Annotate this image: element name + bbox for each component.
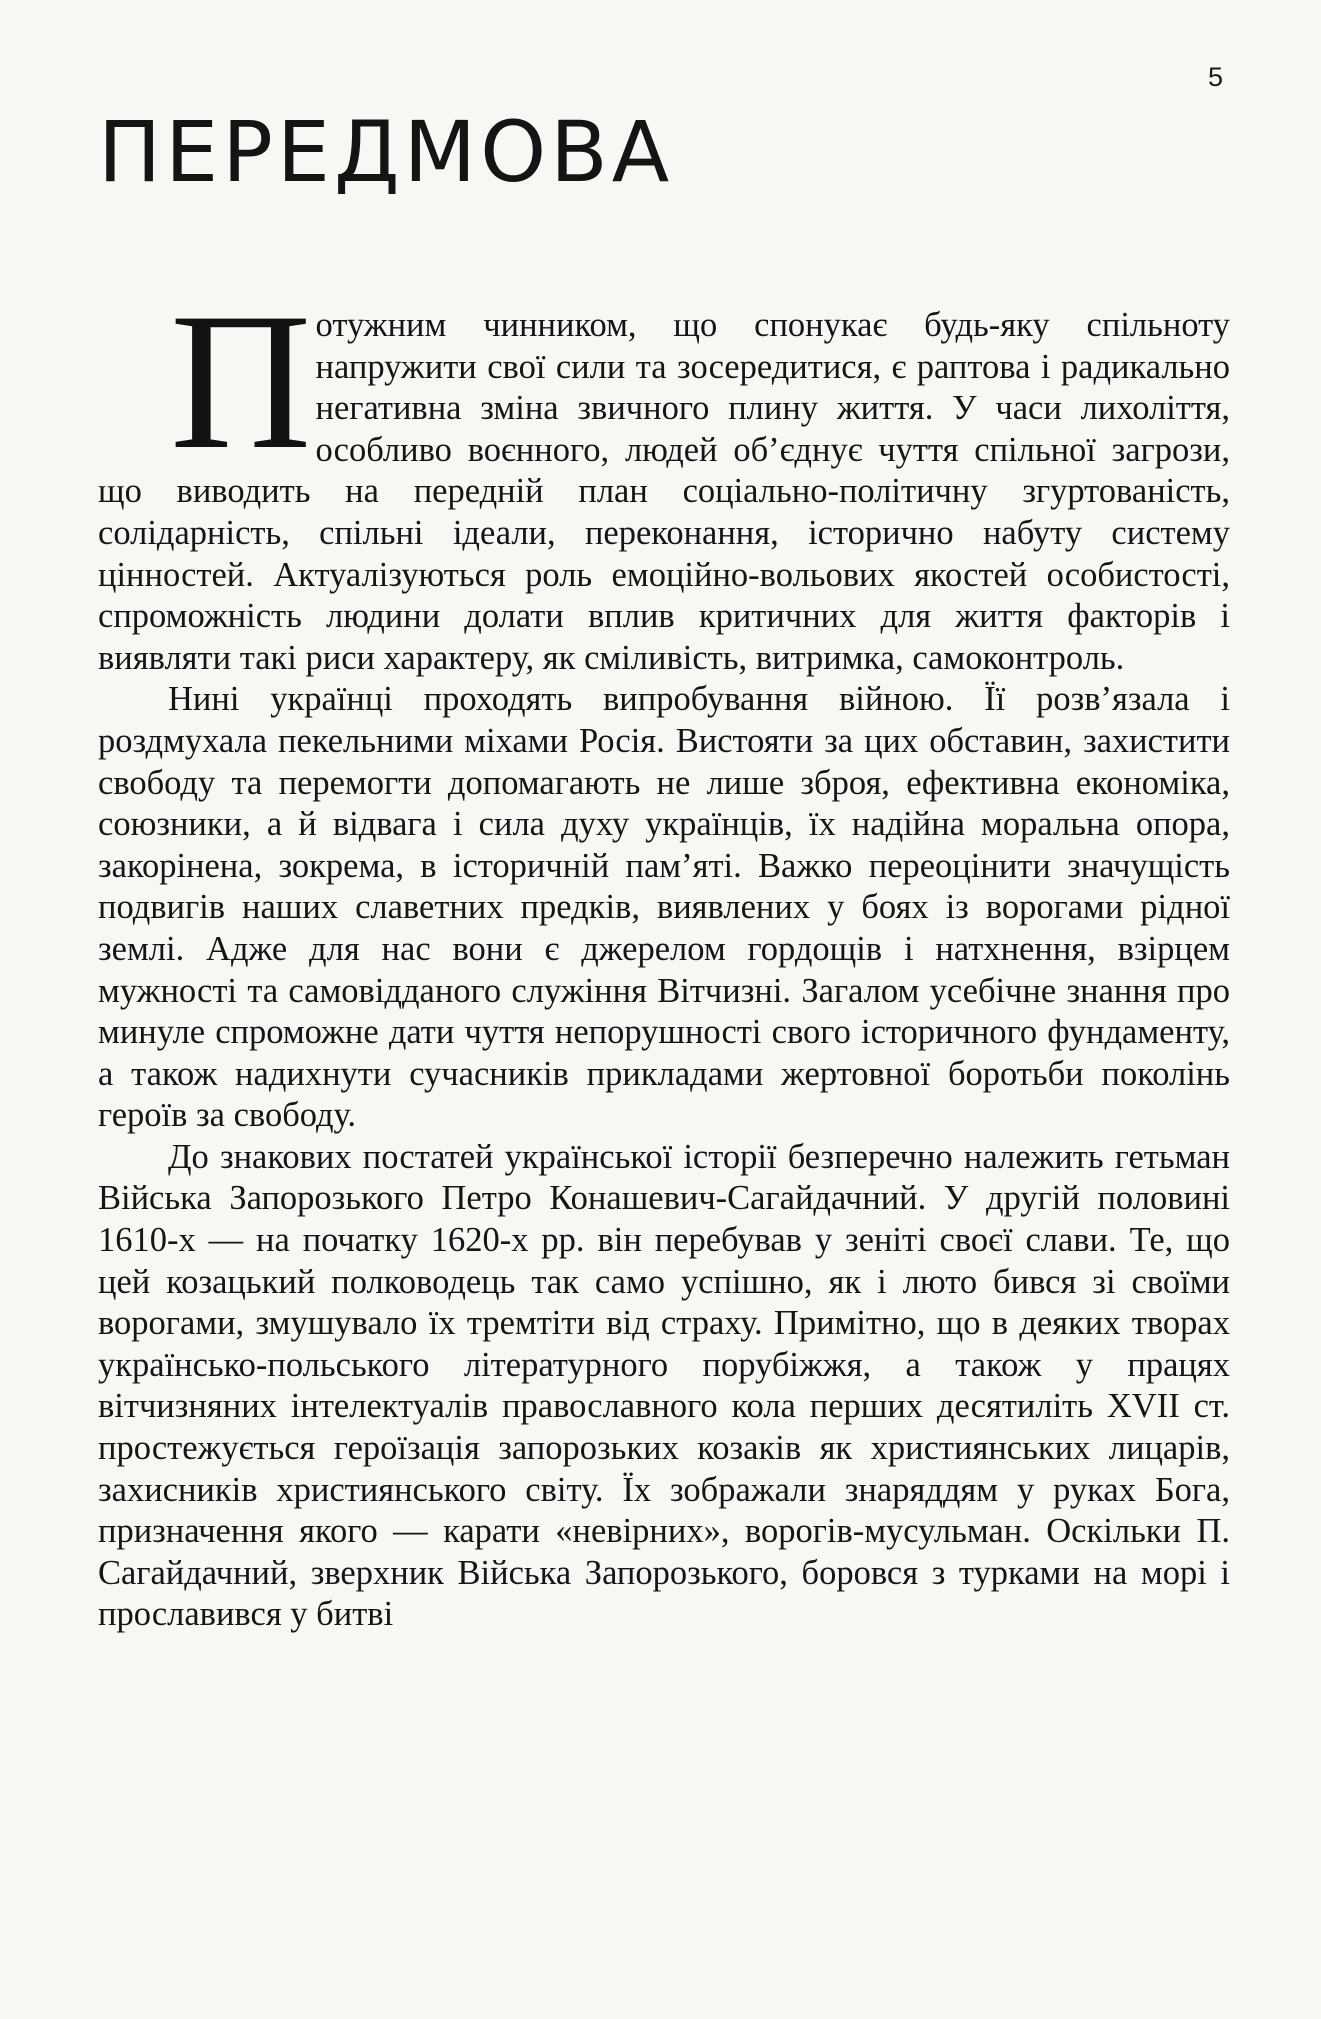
body-text	[98, 273, 1230, 1636]
paragraph-1-text: отужним чинником, що спонукає будь-яку спільноту напружити свої сили та зосередитися, є раптова і радикально негативна зміна звичного плину життя. У часи лихоліття, особливо воєнного, людей об’єднує чуття спільної загрози, що виводить на передній план соціально-політичну згуртованість, солідарність, спільні ідеали, переконання, історично набуту систему цінностей. Актуалізуються роль емоційно-вольових якостей особистості, спроможність людини долати вплив критичних для життя факторів і виявляти такі риси характеру, як сміливість, витримка, самоконтроль.	[98, 306, 1230, 677]
drop-cap: П	[170, 273, 312, 490]
paragraph-2: Нині українці проходять випробування війною. Її розв’язала і роздмухала пекельними міхами Росія. Вистояти за цих обставин, захистити свободу та перемогти допомагають не лише зброя, ефективна економіка, союзники, а й відвага і сила духу українців, їх надійна моральна опора, закорінена, зокрема, в історичній пам’яті. Важко переоцінити значущість подвигів наших славетних предків, виявлених у боях із ворогами рідної землі. Адже для нас вони є джерелом гордощів і натхнення, взірцем мужності та самовідданого служіння Вітчизні. Загалом усебічне знання про минуле спроможне дати чуття непорушності свого історичного фундаменту, а також надихнути сучасників прикладами жертовної боротьби поколінь героїв за свободу.	[98, 680, 1230, 1135]
paragraph-1	[98, 273, 1230, 679]
page-number: 5	[1208, 62, 1224, 92]
paragraph-3: До знакових постатей української історії безперечно належить гетьман Війська Запорозького Петро Конашевич-Сагайдачний. У другій половині 1610-х — на початку 1620-х рр. він перебував у зеніті своєї слави. Те, що цей козацький полководець так само успішно, як і люто бився зі своїми ворогами, змушувало їх тремтіти від страху. Примітно, що в деяких творах українсько-польського літературного порубіжжя, а також у працях вітчизняних інтелектуалів православного кола перших десятиліть XVII ст. простежується героїзація запорозьких козаків як християнських лицарів, захисників християнського світу. Їх зображали знаряддям у руках Бога, призначення якого — карати «невірних», ворогів-мусульман. Оскільки П. Сагайдачний, зверхник Війська Запорозького, боровся з турками на морі і прославився у битві	[98, 1137, 1230, 1634]
chapter-title: ПЕРЕДМОВА	[98, 103, 674, 201]
